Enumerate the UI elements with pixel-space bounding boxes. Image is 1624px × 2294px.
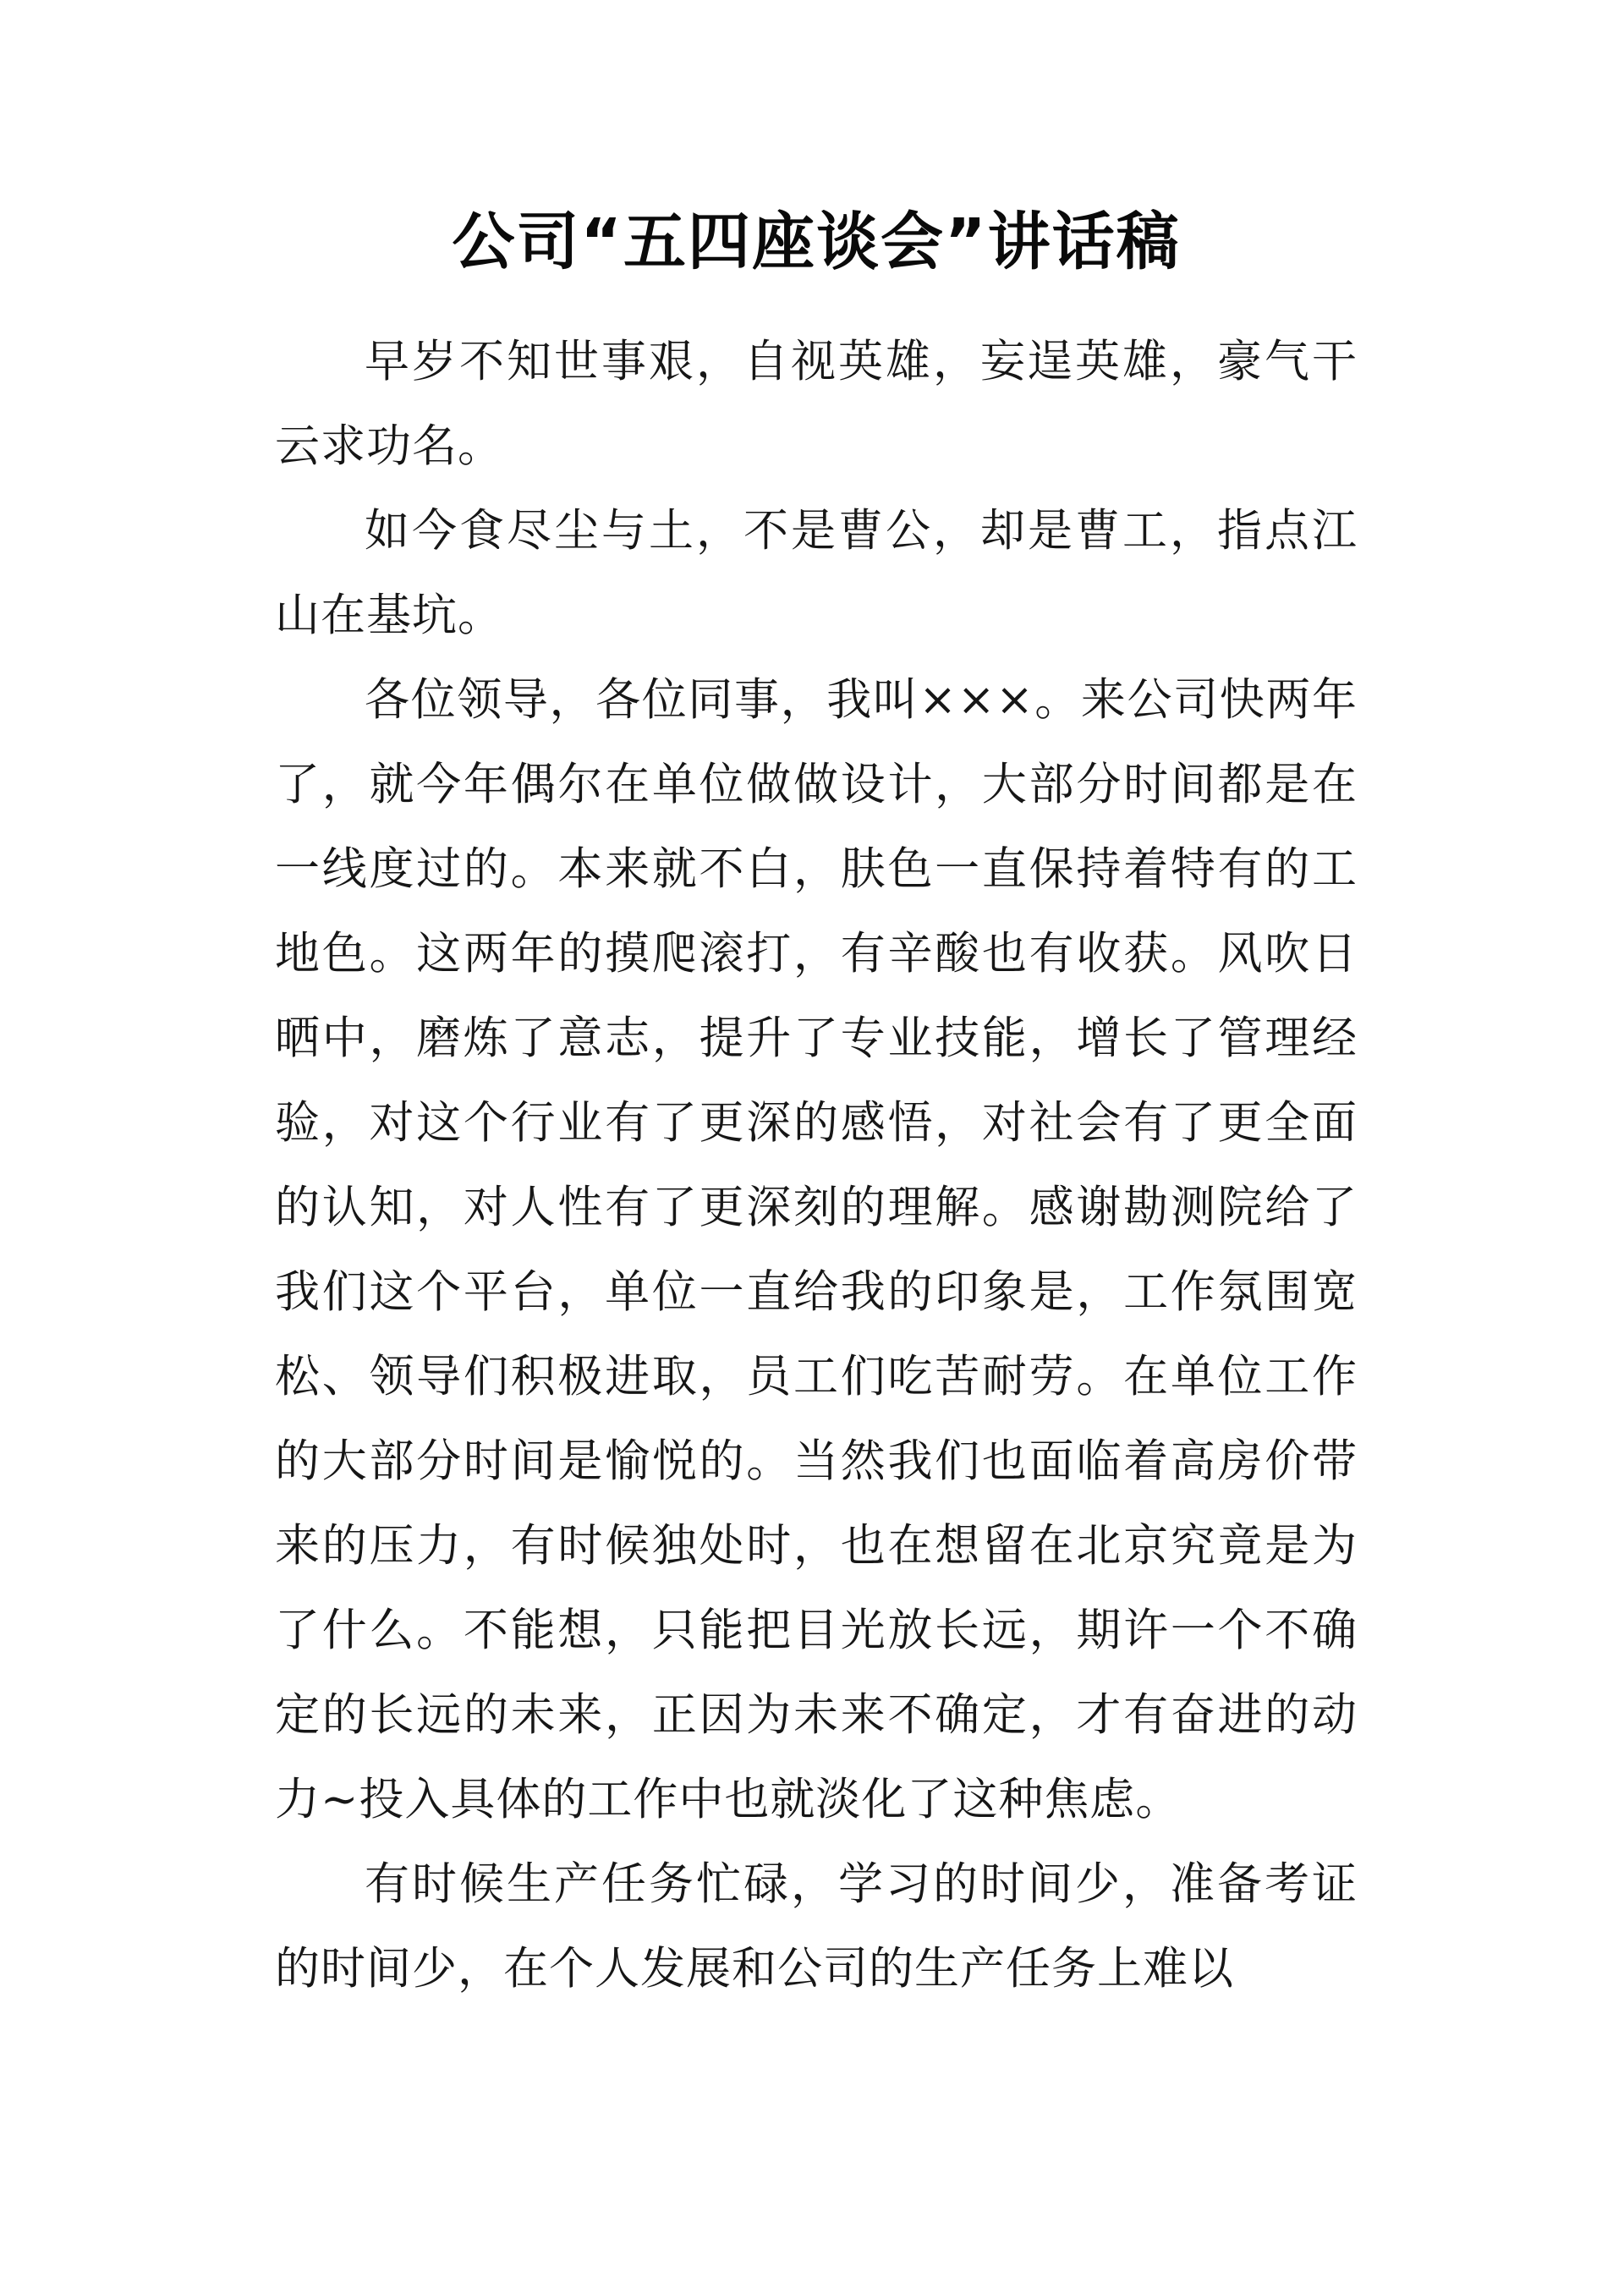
paragraph: 各位领导，各位同事，我叫×××。来公司快两年了，就今年偶尔在单位做做设计，大部分时间都是在一线度过的。本来就不白，肤色一直保持着特有的工地色。这两年的摸爬滚打，有辛酸也有收获。风吹日晒中，磨炼了意志，提升了专业技能，增长了管理经验，对这个行业有了更深的感悟，对社会有了更全面的认知，对人性有了更深刻的理解。感谢勘测院给了我们这个平台，单位一直给我的印象是，工作氛围宽松、领导们积极进取，员工们吃苦耐劳。在单位工作的大部分时间是愉悦的。当然我们也面临着高房价带来的压力，有时候独处时，也在想留在北京究竟是为了什么。不能想，只能把目光放长远，期许一个不确定的长远的未来，正因为未来不确定，才有奋进的动力~投入具体的工作中也就淡化了这种焦虑。	[275, 674, 1358, 1825]
paragraph: 如今食尽尘与土，不是曹公，却是曹工，指点江山在基坑。	[275, 505, 1358, 641]
document-body	[275, 196, 1358, 2011]
document-title: 公司“五四座谈会”讲话稿	[452, 206, 1181, 278]
paragraph: 有时候生产任务忙碌，学习的时间少，准备考证的时间少，在个人发展和公司的生产任务上难以	[275, 1858, 1358, 1995]
paragraph: 早岁不知世事艰，自视英雄，妄逞英雄，豪气干云求功名。	[275, 336, 1358, 472]
